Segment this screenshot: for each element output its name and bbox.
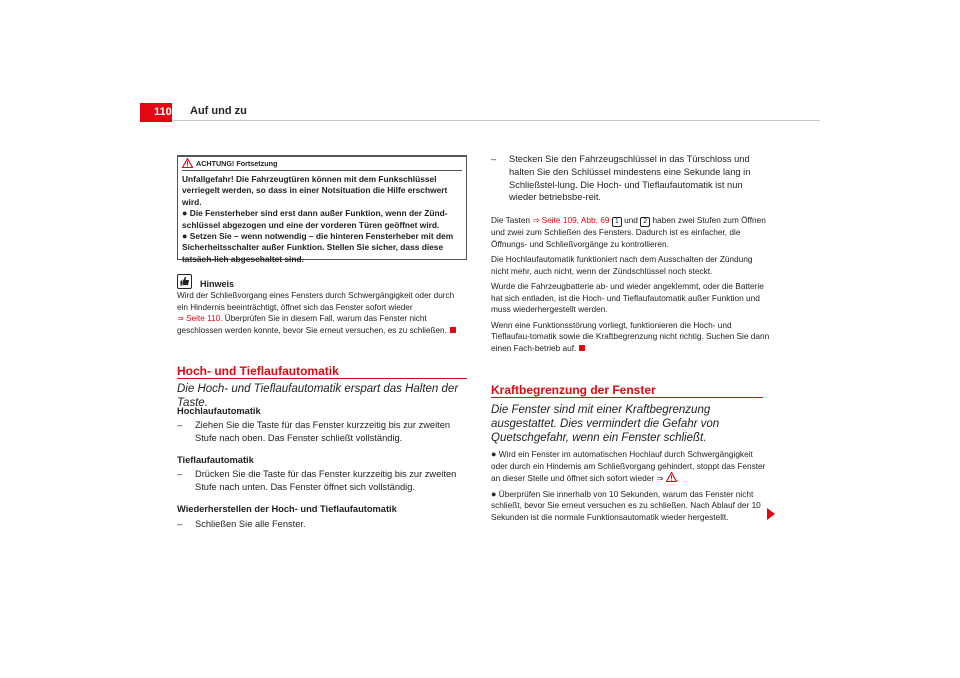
warning-bullet-text: Die Fensterheber sind erst dann außer Funktion, wenn der Zünd-schlüssel abgezogen und eine der vorderen Türen geöffnet wird. (182, 208, 448, 230)
page-number: 110 (140, 103, 172, 122)
note-icon (177, 274, 192, 289)
force-bullet-text: Überprüfen Sie innerhalb von 10 Sekunden, warum das Fenster nicht schließt, bevor Sie erneut versuchen es zu schließen. Nach Ablauf der 10 Sekunden ist die normale Funktionsautomatik wieder hergestellt. (491, 488, 761, 522)
step-text: Stecken Sie den Fahrzeugschlüssel in das Türschloss und halten Sie den Schlüssel mindestens eine Sekunde lang in Schließstel-lung. Die Hoch- und Tieflaufautomatik ist nun wieder betriebsbe-reit. (509, 154, 751, 203)
section-heading-auto: Hoch- und Tieflaufautomatik (177, 364, 339, 378)
text: Wenn eine Funktionsstörung vorliegt, funktionieren die Hoch- und Tieflaufau-tomatik sowie die Kraftbegrenzung nicht richtig. Suchen Sie dann einen Fach-betrieb auf. (491, 319, 770, 353)
text: haben zwei Stufen zum Öffnen und zwei zum Schließen des Fensters. Dadurch ist es einfacher, die Öffnungs- und Schließvorgänge zu kontrollieren. (491, 215, 766, 249)
step-heading-down: Tieflaufautomatik (177, 455, 254, 465)
warning-bullet-text: Setzen Sie – wenn notwendig – die hinteren Fensterheber mit dem Sicherheitsschalter außer Funktion. Stellen Sie sicher, dass diese tatsäch-lich abgeschaltet sind. (182, 231, 454, 264)
bullet-icon: ● (182, 208, 188, 219)
note-xref-link[interactable]: ⇒ Seite 110. (177, 314, 223, 323)
warning-bullet (182, 231, 465, 265)
section-subtitle-auto: Die Hoch- und Tieflaufautomatik erspart das Halten der Taste. (177, 383, 459, 409)
paragraph-malfunction (491, 320, 771, 355)
step-text: Drücken Sie die Taste für das Fenster kurzzeitig bis zur zweiten Stufe nach unten. Das Fenster öffnet sich vollständig. (195, 469, 457, 492)
step-restore-2 (491, 153, 771, 204)
paragraph-keys (491, 215, 771, 250)
step-text: Ziehen Sie die Taste für das Fenster kurzzeitig bis zur zweiten Stufe nach oben. Das Fenster schließt vollständig. (195, 420, 451, 443)
end-mark-icon (579, 345, 585, 351)
section-heading-force: Kraftbegrenzung der Fenster (491, 383, 656, 397)
dash-icon: – (491, 154, 497, 164)
note-text: Wird der Schließvorgang eines Fensters durch Schwergängigkeit oder durch ein Hindernis beeinträchtigt, öffnet sich das Fenster sofort wieder (177, 291, 455, 312)
section-divider (491, 397, 763, 398)
step-down (177, 468, 472, 494)
warning-bullet (182, 208, 465, 231)
step-heading-restore: Wiederherstellen der Hoch- und Tieflaufautomatik (177, 504, 397, 514)
warning-body (182, 174, 465, 265)
paragraph-battery: Wurde die Fahrzeugbatterie ab- und wieder angeklemmt, oder die Batterie hat sich entladen, ist die Hoch- und Tieflaufautomatik außer Funktion und muss wiederhergestellt werden. (491, 281, 764, 314)
force-bullet-text: Wird ein Fenster im automatischen Hochlauf durch Schwergängigkeit oder durch ein Hindernis am Schließvorgang gehindert, stoppt das Fenster an dieser Stelle und öffnet sich sofort wieder ⇒ (491, 449, 766, 483)
section-subtitle-force: Die Fenster sind mit einer Kraftbegrenzung ausgestattet. Dies vermindert die Gefahr von Quetschgefahr, wenn ein Fenster schließt. (491, 404, 720, 444)
warning-triangle-icon[interactable] (666, 472, 677, 482)
section-divider (177, 378, 467, 379)
warning-divider (182, 170, 462, 171)
next-page-arrow-icon[interactable] (767, 508, 775, 520)
force-bullets (491, 449, 771, 527)
note-text-end: Überprüfen Sie in diesem Fall, warum das Fenster nicht geschlossen werden konnte, bevor Sie erneut versuchen, es zu schließen. (177, 314, 447, 335)
step-up (177, 419, 472, 445)
end-mark-icon (450, 327, 456, 333)
note-body (177, 290, 467, 336)
paragraph-ignition: Die Hochlaufautomatik funktioniert nach dem Ausschalten der Zündung nicht mehr, auch nicht, wenn der Zündschlüssel noch steckt. (491, 254, 753, 276)
step-text: Schließen Sie alle Fenster. (195, 519, 306, 529)
force-bullet: ● Wird ein Fenster im automatischen Hochlauf durch Schwergängigkeit oder durch ein Hindernis am Schließvorgang gehindert, stoppt das Fenster an dieser Stelle und öffnet sich sofort wieder ⇒ . (491, 449, 766, 483)
warning-title: ACHTUNG! Fortsetzung (196, 159, 278, 168)
step-restore-1 (177, 518, 472, 531)
warning-triangle-icon (182, 158, 193, 168)
bullet-icon: ● (491, 488, 497, 499)
badge-a2: 2 (640, 217, 650, 227)
bullet-icon: ● (182, 231, 188, 242)
figure-xref-link[interactable]: ⇒ Seite 109, Abb. 69 (532, 215, 610, 225)
dash-icon: – (177, 519, 183, 529)
dash-icon: – (177, 469, 183, 479)
chapter-title: Auf und zu (190, 105, 247, 117)
text: und (624, 215, 638, 225)
step-heading-up: Hochlaufautomatik (177, 406, 261, 416)
force-bullet (491, 489, 771, 524)
dash-icon: – (177, 420, 183, 430)
badge-a1: 1 (612, 217, 622, 227)
right-body (491, 215, 771, 358)
bullet-icon: ● (491, 449, 497, 459)
header-divider (172, 120, 820, 121)
note-title: Hinweis (200, 279, 235, 289)
warning-intro: Unfallgefahr! Die Fahrzeugtüren können mit dem Funkschlüssel verriegelt werden, so dass in einer Notsituation die Hilfe erschwert wird. (182, 174, 448, 207)
text: Die Tasten (491, 215, 531, 225)
